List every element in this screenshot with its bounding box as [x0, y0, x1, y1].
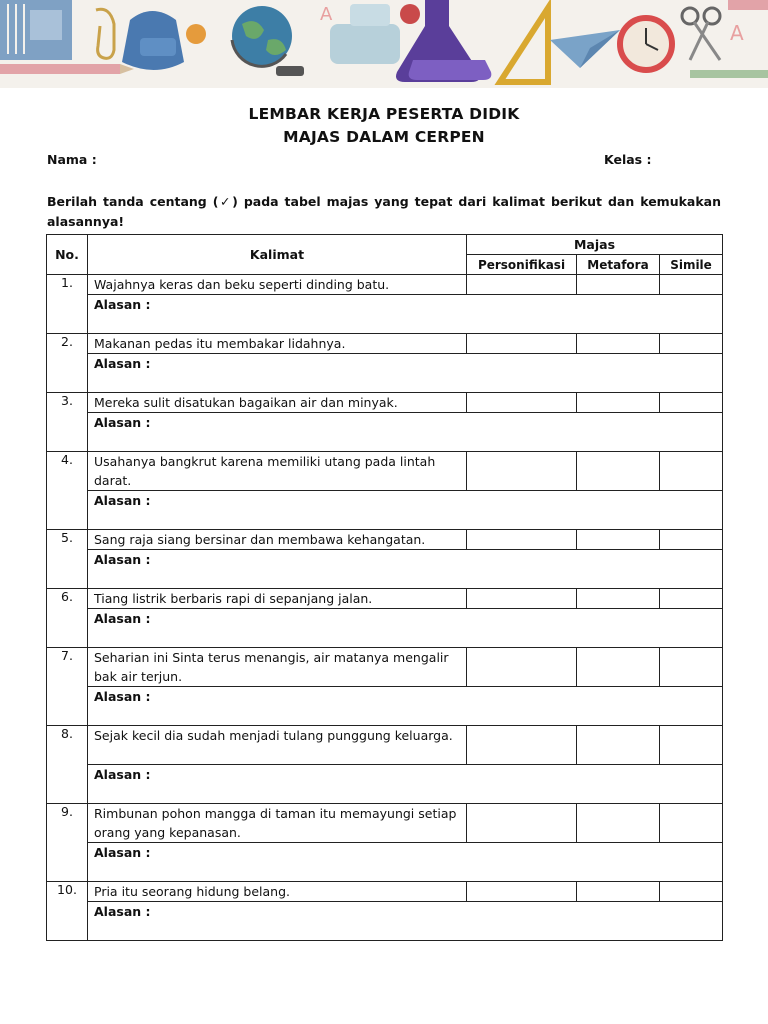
checkbox-metafora[interactable]	[577, 530, 660, 550]
school-supplies-illustration	[0, 0, 768, 88]
checkbox-personifikasi[interactable]	[467, 882, 577, 902]
checkbox-personifikasi[interactable]	[467, 589, 577, 609]
document-header	[0, 103, 768, 149]
header-kalimat: Kalimat	[88, 235, 467, 275]
row-kalimat: Sejak kecil dia sudah menjadi tulang punggung keluarga.	[88, 726, 467, 765]
alasan-row	[47, 609, 723, 648]
header-no: No.	[47, 235, 88, 275]
checkbox-personifikasi[interactable]	[467, 334, 577, 354]
majas-worksheet-table	[46, 234, 723, 941]
row-number: 4.	[47, 452, 88, 530]
kelas-label: Kelas :	[604, 152, 652, 167]
row-kalimat: Seharian ini Sinta terus menangis, air matanya mengalir bak air terjun.	[88, 648, 467, 687]
alasan-field[interactable]: Alasan :	[88, 295, 723, 334]
alasan-row	[47, 765, 723, 804]
alasan-row	[47, 550, 723, 589]
alasan-row	[47, 491, 723, 530]
table-row	[47, 275, 723, 295]
notebook-page-icon	[30, 10, 62, 40]
books-icon	[330, 24, 400, 64]
checkbox-personifikasi[interactable]	[467, 452, 577, 491]
alasan-row	[47, 843, 723, 882]
table-row	[47, 452, 723, 491]
alasan-field[interactable]: Alasan :	[88, 413, 723, 452]
row-number: 5.	[47, 530, 88, 589]
checkbox-simile[interactable]	[660, 275, 723, 295]
checkbox-metafora[interactable]	[577, 589, 660, 609]
letter-a-icon: A	[320, 4, 333, 25]
row-number: 7.	[47, 648, 88, 726]
row-kalimat: Makanan pedas itu membakar lidahnya.	[88, 334, 467, 354]
header-majas: Majas	[467, 235, 723, 255]
alasan-row	[47, 902, 723, 941]
row-kalimat: Mereka sulit disatukan bagaikan air dan minyak.	[88, 393, 467, 413]
checkbox-personifikasi[interactable]	[467, 530, 577, 550]
alasan-field[interactable]: Alasan :	[88, 902, 723, 941]
alasan-row	[47, 354, 723, 393]
checkbox-simile[interactable]	[660, 804, 723, 843]
alasan-row	[47, 687, 723, 726]
header-personifikasi: Personifikasi	[467, 255, 577, 275]
row-kalimat: Wajahnya keras dan beku seperti dinding batu.	[88, 275, 467, 295]
alasan-field[interactable]: Alasan :	[88, 609, 723, 648]
checkbox-personifikasi[interactable]	[467, 275, 577, 295]
table-row	[47, 726, 723, 765]
alasan-field[interactable]: Alasan :	[88, 491, 723, 530]
header-simile: Simile	[660, 255, 723, 275]
row-number: 1.	[47, 275, 88, 334]
orange-dot-icon	[186, 24, 206, 44]
table-row	[47, 334, 723, 354]
checkbox-simile[interactable]	[660, 530, 723, 550]
checkbox-metafora[interactable]	[577, 275, 660, 295]
checkbox-personifikasi[interactable]	[467, 726, 577, 765]
document-title: LEMBAR KERJA PESERTA DIDIK	[248, 105, 520, 123]
row-kalimat: Rimbunan pohon mangga di taman itu memayungi setiap orang yang kepanasan.	[88, 804, 467, 843]
row-kalimat: Tiang listrik berbaris rapi di sepanjang jalan.	[88, 589, 467, 609]
alasan-field[interactable]: Alasan :	[88, 843, 723, 882]
table-row	[47, 393, 723, 413]
alasan-row	[47, 295, 723, 334]
alasan-row	[47, 413, 723, 452]
checkbox-simile[interactable]	[660, 334, 723, 354]
row-number: 6.	[47, 589, 88, 648]
document-subtitle: MAJAS DALAM CERPEN	[283, 128, 485, 146]
checkbox-metafora[interactable]	[577, 726, 660, 765]
pencil-icon	[0, 64, 120, 74]
checkbox-personifikasi[interactable]	[467, 804, 577, 843]
checkbox-metafora[interactable]	[577, 882, 660, 902]
alasan-field[interactable]: Alasan :	[88, 687, 723, 726]
table-row	[47, 882, 723, 902]
instruction-text: Berilah tanda centang (✓) pada tabel majas yang tepat dari kalimat berikut dan kemukakan alasannya!	[47, 194, 721, 229]
checkbox-simile[interactable]	[660, 726, 723, 765]
row-kalimat: Sang raja siang bersinar dan membawa kehangatan.	[88, 530, 467, 550]
row-number: 10.	[47, 882, 88, 941]
school-supplies-banner	[0, 0, 768, 88]
checkbox-metafora[interactable]	[577, 804, 660, 843]
table-row	[47, 530, 723, 550]
row-kalimat: Usahanya bangkrut karena memiliki utang pada lintah darat.	[88, 452, 467, 491]
row-number: 2.	[47, 334, 88, 393]
row-number: 9.	[47, 804, 88, 882]
row-number: 8.	[47, 726, 88, 804]
apple-icon	[400, 4, 420, 24]
checkbox-simile[interactable]	[660, 589, 723, 609]
checkbox-simile[interactable]	[660, 882, 723, 902]
table-row	[47, 589, 723, 609]
header-metafora: Metafora	[577, 255, 660, 275]
checkbox-metafora[interactable]	[577, 334, 660, 354]
svg-text:A: A	[730, 21, 744, 45]
checkbox-metafora[interactable]	[577, 393, 660, 413]
checkbox-personifikasi[interactable]	[467, 648, 577, 687]
alasan-field[interactable]: Alasan :	[88, 765, 723, 804]
alasan-field[interactable]: Alasan :	[88, 354, 723, 393]
alasan-field[interactable]: Alasan :	[88, 550, 723, 589]
row-kalimat: Pria itu seorang hidung belang.	[88, 882, 467, 902]
checkbox-simile[interactable]	[660, 393, 723, 413]
checkbox-personifikasi[interactable]	[467, 393, 577, 413]
checkbox-simile[interactable]	[660, 452, 723, 491]
nama-label: Nama :	[47, 152, 97, 167]
checkbox-metafora[interactable]	[577, 648, 660, 687]
checkbox-metafora[interactable]	[577, 452, 660, 491]
row-number: 3.	[47, 393, 88, 452]
pencil-right-icon	[728, 0, 768, 10]
table-row	[47, 804, 723, 843]
table-row	[47, 648, 723, 687]
checkbox-simile[interactable]	[660, 648, 723, 687]
